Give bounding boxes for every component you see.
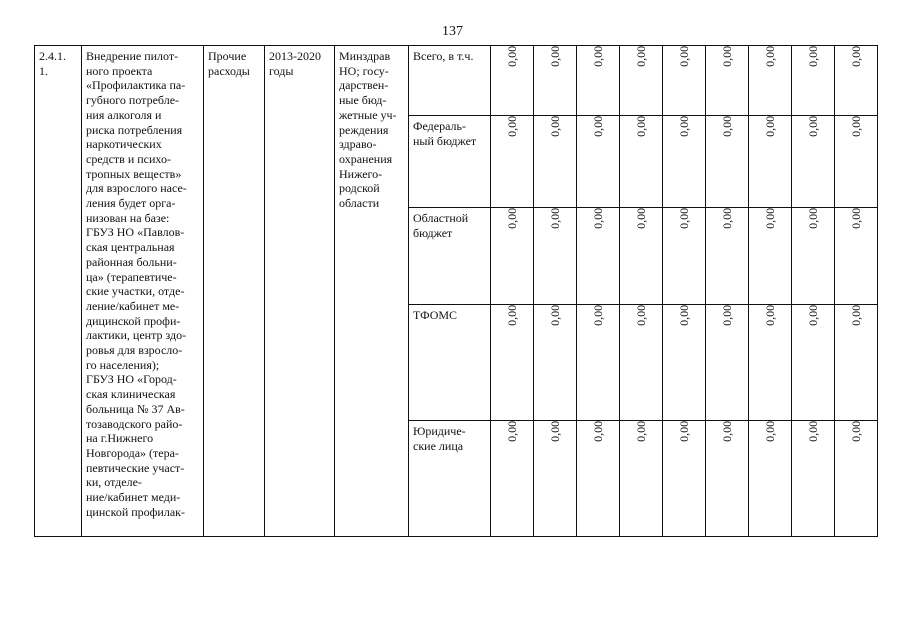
amount-cell [835, 46, 878, 116]
funding-source-label: ТФОМС [409, 305, 491, 421]
amount-value: 0,00 [848, 115, 863, 137]
amount-value: 0,00 [547, 45, 562, 67]
funding-source-label: Юридиче- ские лица [409, 421, 491, 537]
amount-value: 0,00 [676, 115, 691, 137]
amount-cell [706, 421, 749, 537]
amount-cell [577, 421, 620, 537]
amount-cell [663, 116, 706, 208]
amount-value: 0,00 [719, 304, 734, 326]
amount-value: 0,00 [848, 45, 863, 67]
amount-cell [491, 116, 534, 208]
amount-cell [835, 116, 878, 208]
amount-value: 0,00 [504, 420, 519, 442]
amount-value: 0,00 [762, 45, 777, 67]
amount-value: 0,00 [676, 420, 691, 442]
amount-cell [749, 46, 792, 116]
amount-cell [620, 116, 663, 208]
amount-cell [706, 116, 749, 208]
amount-value: 0,00 [633, 304, 648, 326]
page-number: 137 [442, 24, 463, 39]
table-row [35, 46, 878, 116]
amount-value: 0,00 [805, 115, 820, 137]
measure-description: Внедрение пилот- ного проекта «Профилактика па- губного потребле- ния алкоголя и риска потребления наркотических средств и психо- тропных веществ» для взрослого насе- ления будет орга- низован на базе: ГБУЗ НО «Павлов- ская центральная районная больни- ца» (терапевтиче- ские участки, отде- ление/кабинет ме- дицинской профи- лактики, центр здо- ровья для взросло- го населения); ГБУЗ НО «Город- ская клиническая больница № 37 Ав- тозаводского райо- на г.Нижнего Новгорода» (тера- певтические участ- ки, отделе- ние/кабинет меди- цинской профилак- [82, 46, 204, 537]
amount-cell [792, 46, 835, 116]
funding-source-label: Областной бюджет [409, 208, 491, 305]
amount-value: 0,00 [762, 207, 777, 229]
amount-cell [620, 46, 663, 116]
amount-cell [792, 421, 835, 537]
amount-cell [491, 305, 534, 421]
amount-value: 0,00 [848, 420, 863, 442]
amount-cell [749, 305, 792, 421]
amount-cell [663, 46, 706, 116]
amount-cell [663, 208, 706, 305]
amount-cell [491, 208, 534, 305]
amount-cell [491, 421, 534, 537]
amount-value: 0,00 [805, 45, 820, 67]
amount-value: 0,00 [633, 115, 648, 137]
amount-value: 0,00 [676, 304, 691, 326]
funding-source-label: Федераль- ный бюджет [409, 116, 491, 208]
amount-value: 0,00 [633, 420, 648, 442]
amount-cell [835, 421, 878, 537]
amount-value: 0,00 [590, 115, 605, 137]
amount-value: 0,00 [547, 115, 562, 137]
amount-value: 0,00 [590, 304, 605, 326]
amount-value: 0,00 [805, 420, 820, 442]
amount-cell [534, 208, 577, 305]
amount-value: 0,00 [547, 420, 562, 442]
amount-value: 0,00 [547, 207, 562, 229]
amount-value: 0,00 [762, 420, 777, 442]
amount-value: 0,00 [547, 304, 562, 326]
expense-type: Прочие расходы [204, 46, 265, 537]
amount-cell [749, 116, 792, 208]
amount-value: 0,00 [504, 207, 519, 229]
amount-value: 0,00 [848, 207, 863, 229]
amount-value: 0,00 [719, 207, 734, 229]
amount-value: 0,00 [633, 45, 648, 67]
amount-cell [663, 305, 706, 421]
amount-cell [577, 305, 620, 421]
amount-value: 0,00 [762, 115, 777, 137]
amount-cell [620, 305, 663, 421]
amount-value: 0,00 [504, 115, 519, 137]
amount-value: 0,00 [676, 45, 691, 67]
amount-cell [534, 421, 577, 537]
program-measures-table [34, 45, 878, 537]
amount-cell [491, 46, 534, 116]
amount-cell [620, 208, 663, 305]
amount-cell [835, 305, 878, 421]
amount-cell [534, 46, 577, 116]
amount-cell [577, 208, 620, 305]
amount-value: 0,00 [719, 45, 734, 67]
amount-cell [534, 116, 577, 208]
amount-cell [749, 208, 792, 305]
implementation-period: 2013-2020 годы [265, 46, 335, 537]
amount-cell [620, 421, 663, 537]
amount-value: 0,00 [848, 304, 863, 326]
amount-cell [706, 305, 749, 421]
amount-cell [749, 421, 792, 537]
amount-value: 0,00 [719, 420, 734, 442]
funding-source-label: Всего, в т.ч. [409, 46, 491, 116]
executor: Минздрав НО; госу- дарствен- ные бюд- жетные уч- реждения здраво- охранения Нижего- родской области [335, 46, 409, 537]
amount-cell [706, 46, 749, 116]
amount-cell [792, 305, 835, 421]
amount-cell [706, 208, 749, 305]
amount-value: 0,00 [676, 207, 691, 229]
amount-value: 0,00 [590, 45, 605, 67]
amount-cell [663, 421, 706, 537]
amount-value: 0,00 [805, 207, 820, 229]
amount-value: 0,00 [590, 420, 605, 442]
amount-cell [577, 116, 620, 208]
amount-value: 0,00 [504, 45, 519, 67]
amount-cell [577, 46, 620, 116]
amount-cell [534, 305, 577, 421]
amount-value: 0,00 [504, 304, 519, 326]
amount-value: 0,00 [590, 207, 605, 229]
amount-value: 0,00 [719, 115, 734, 137]
amount-value: 0,00 [762, 304, 777, 326]
amount-value: 0,00 [633, 207, 648, 229]
amount-cell [792, 116, 835, 208]
amount-cell [792, 208, 835, 305]
amount-cell [835, 208, 878, 305]
measure-code: 2.4.1. 1. [35, 46, 82, 537]
amount-value: 0,00 [805, 304, 820, 326]
